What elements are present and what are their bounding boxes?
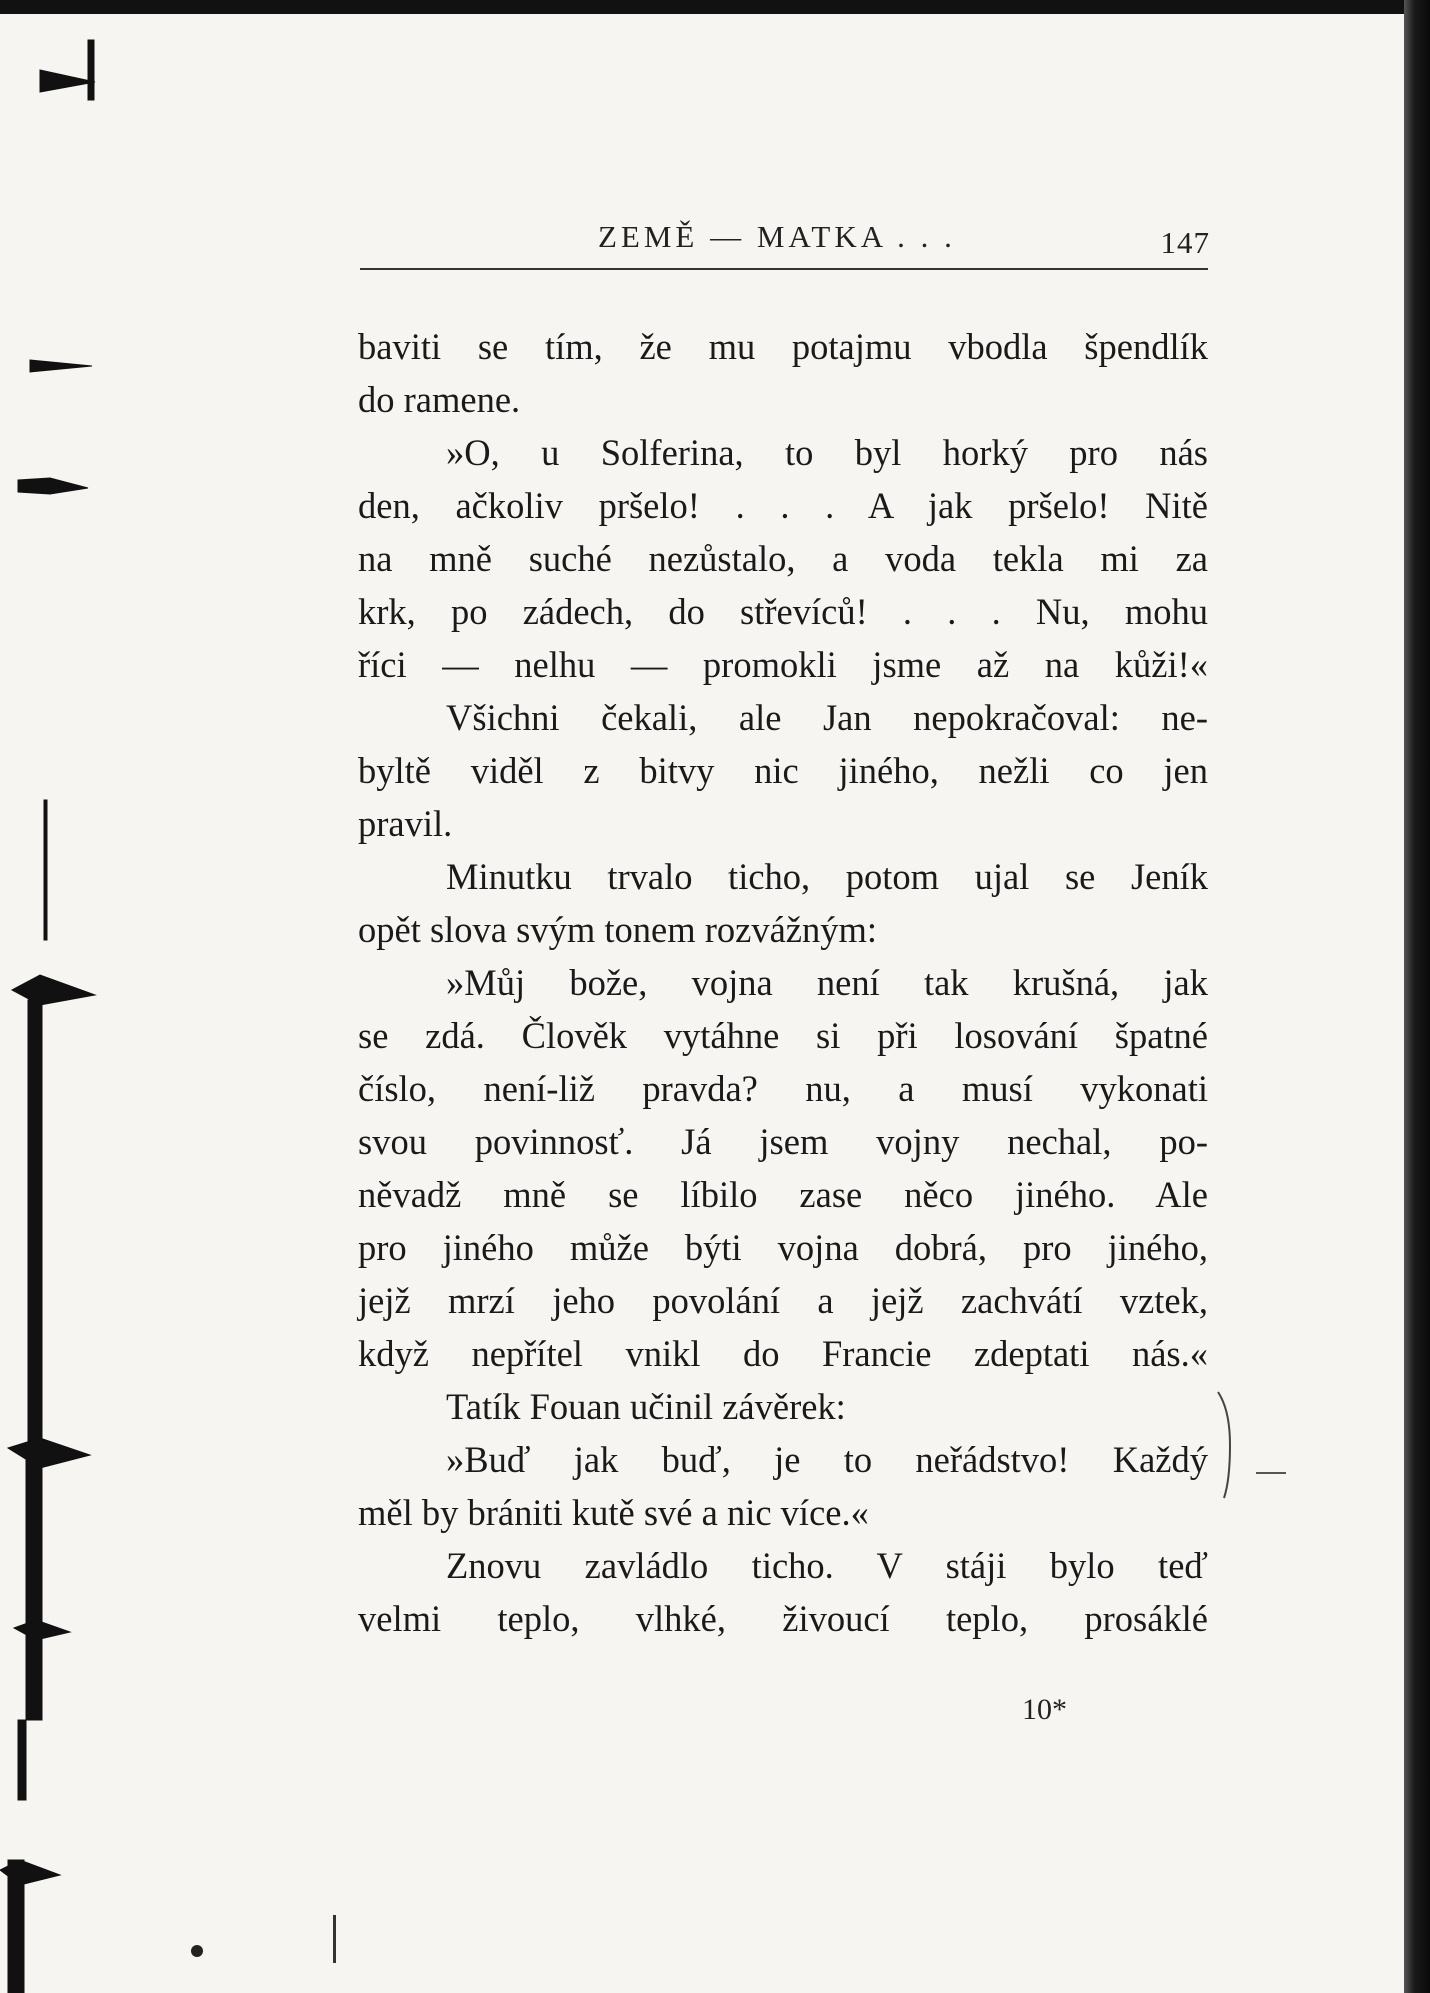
- page-top-edge: [0, 0, 1430, 14]
- binding-stitch-marks: [0, 0, 110, 1993]
- text-line: »Buď jak buď, je to neřádstvo! Každý: [446, 1439, 1208, 1480]
- text-line: když nepřítel vnikl do Francie zdeptati nás.«: [358, 1333, 1208, 1374]
- text-line: byltě viděl z bitvy nic jiného, nežli co jen: [358, 750, 1208, 791]
- text-line: do ramene.: [358, 379, 521, 420]
- text-line: Tatík Fouan učinil závěrek:: [446, 1386, 846, 1427]
- text-line: pravil.: [358, 803, 453, 844]
- text-line: pro jiného může býti vojna dobrá, pro jiného,: [358, 1227, 1208, 1268]
- text-line: měl by brániti kutě své a nic více.«: [358, 1492, 869, 1533]
- text-line: Minutku trvalo ticho, potom ujal se Jeník: [446, 856, 1208, 897]
- text-line: den, ačkoliv pršelo! . . . A jak pršelo! Nitě: [358, 485, 1208, 526]
- text-line: číslo, není-liž pravda? nu, a musí vykonati: [358, 1068, 1208, 1109]
- text-line: na mně suché nezůstalo, a voda tekla mi za: [358, 538, 1208, 579]
- text-line: krk, po zádech, do střevíců! . . . Nu, mohu: [358, 591, 1208, 632]
- margin-dash: [1256, 1472, 1286, 1474]
- text-line: Znovu zavládlo ticho. V stáji bylo teď: [446, 1545, 1208, 1586]
- text-line: Všichni čekali, ale Jan nepokračoval: ne-: [446, 697, 1208, 738]
- page-number: 147: [1160, 225, 1210, 260]
- text-line: velmi teplo, vlhké, živoucí teplo, prosáklé: [358, 1598, 1208, 1639]
- margin-tick: [325, 1910, 345, 1970]
- signature-mark: 10*: [1022, 1693, 1067, 1726]
- running-header: [360, 215, 1210, 275]
- margin-dot: [180, 1935, 210, 1965]
- text-line: říci — nelhu — promokli jsme až na kůži!«: [358, 644, 1208, 685]
- running-title: ZEMĚ — MATKA . . .: [598, 219, 956, 254]
- text-line: baviti se tím, že mu potajmu vbodla špendlík: [358, 326, 1208, 367]
- text-line: opět slova svým tonem rozvážným:: [358, 909, 878, 950]
- header-rule: [360, 268, 1208, 270]
- text-line: jejž mrzí jeho povolání a jejž zachvátí vztek,: [358, 1280, 1208, 1321]
- text-line: »Můj bože, vojna není tak krušná, jak: [446, 962, 1208, 1003]
- text-line: »O, u Solferina, to byl horký pro nás: [446, 432, 1208, 473]
- margin-bracket: [1216, 1390, 1236, 1500]
- text-line: něvadž mně se líbilo zase něco jiného. Ale: [358, 1174, 1208, 1215]
- page-right-edge: [1404, 0, 1430, 1993]
- body-text: [358, 320, 1208, 1645]
- text-line: svou povinnosť. Já jsem vojny nechal, po-: [358, 1121, 1208, 1162]
- text-line: se zdá. Člověk vytáhne si při losování špatné: [358, 1015, 1208, 1056]
